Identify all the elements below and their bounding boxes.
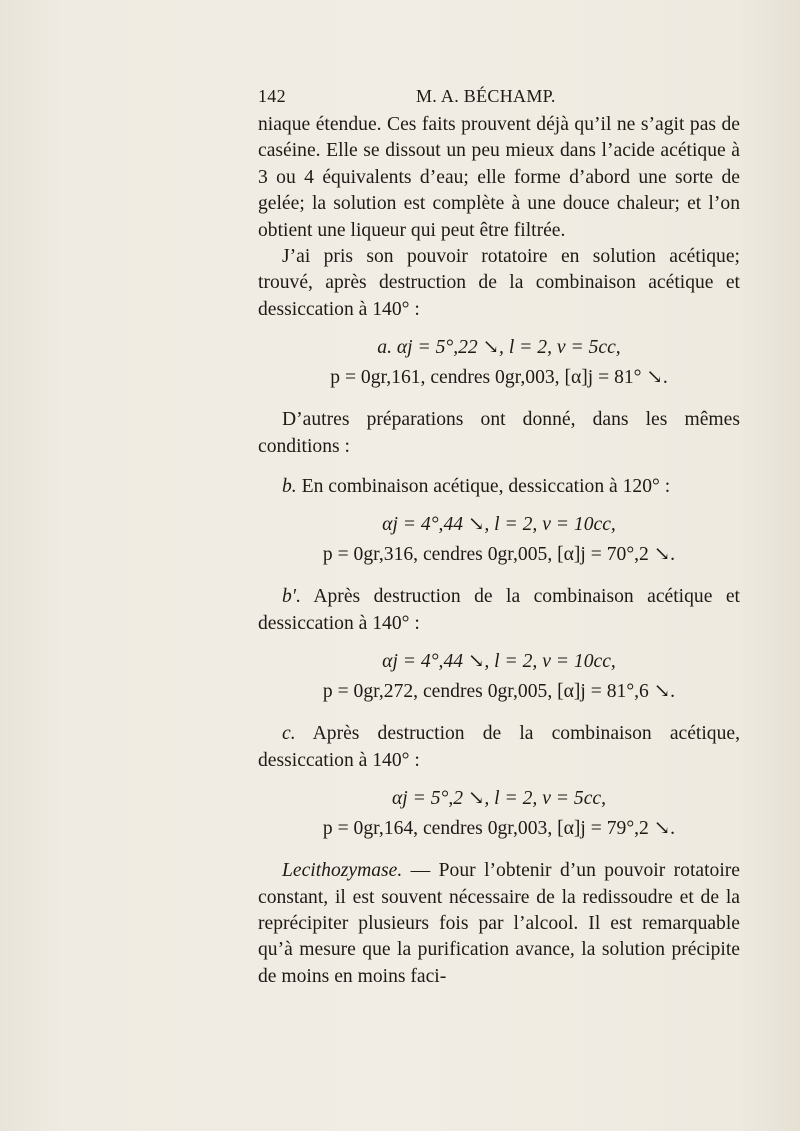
- text-b: En combinaison acétique, dessiccation à 120° :: [301, 476, 671, 498]
- paragraph-b-prime: [258, 584, 740, 637]
- text-c: Après destruction de la combinaison acétique, dessiccation à 140° :: [258, 723, 740, 771]
- formula-b-prime-line-1: αj = 4°,44 ↘, l = 2, v = 10cc,: [382, 651, 616, 673]
- running-title: M. A. BÉCHAMP.: [416, 86, 556, 106]
- formula-a-line-2: p = 0gr,161, cendres 0gr,003, [α]j = 81° ↘.: [330, 367, 668, 389]
- formula-block-b: [258, 510, 740, 570]
- formula-b-prime-line-2: p = 0gr,272, cendres 0gr,005, [α]j = 81°,6 ↘.: [322, 681, 676, 703]
- page-body: [258, 112, 740, 990]
- formula-block-b-prime: [258, 647, 740, 707]
- formula-b-line-2: p = 0gr,316, cendres 0gr,005, [α]j = 70°,2 ↘.: [322, 544, 676, 566]
- label-b: b.: [282, 476, 297, 498]
- label-c: c.: [282, 723, 296, 745]
- text-lecithozymase: — Pour l’obtenir d’un pouvoir rotatoire constant, il est souvent nécessaire de la redissoudre et de la reprécipiter plusieurs fois par l’alcool. Il est remarquable qu’à mesure que la purification avance, la solution précipite de moins en moins faci-: [258, 860, 740, 987]
- formula-c-line-2: p = 0gr,164, cendres 0gr,003, [α]j = 79°,2 ↘.: [322, 818, 676, 840]
- formula-a-line-1: a. αj = 5°,22 ↘, l = 2, v = 5cc,: [377, 337, 621, 359]
- text-b-prime: Après destruction de la combinaison acétique et dessiccation à 140° :: [258, 586, 740, 634]
- page-header: [258, 86, 740, 110]
- label-b-prime: b′.: [282, 586, 301, 608]
- paragraph-c: [258, 721, 740, 774]
- page-number: 142: [258, 86, 286, 106]
- paragraph-continuation: niaque étendue. Ces faits prouvent déjà qu’il ne s’agit pas de caséine. Elle se dissout un peu mieux dans l’acide acétique à 3 ou 4 équivalents d’eau; elle forme d’abord une sorte de gelée; la solution est complète à une douce chaleur; et l’on obtient une liqueur qui peut être filtrée.: [258, 114, 740, 241]
- label-lecithozymase: Lecithozymase.: [282, 860, 403, 882]
- paragraph-rotatory-power: J’ai pris son pouvoir rotatoire en solution acétique; trouvé, après destruction de la combinaison acétique et dessiccation à 140° :: [258, 246, 740, 320]
- paragraph-other-preparations: D’autres préparations ont donné, dans les mêmes conditions :: [258, 409, 740, 457]
- paragraph-b: [258, 474, 740, 500]
- formula-block-c: [258, 784, 740, 844]
- formula-b-line-1: αj = 4°,44 ↘, l = 2, v = 10cc,: [382, 514, 616, 536]
- formula-block-a: [258, 333, 740, 393]
- formula-c-line-1: αj = 5°,2 ↘, l = 2, v = 5cc,: [391, 788, 607, 810]
- paragraph-lecithozymase: [258, 858, 740, 990]
